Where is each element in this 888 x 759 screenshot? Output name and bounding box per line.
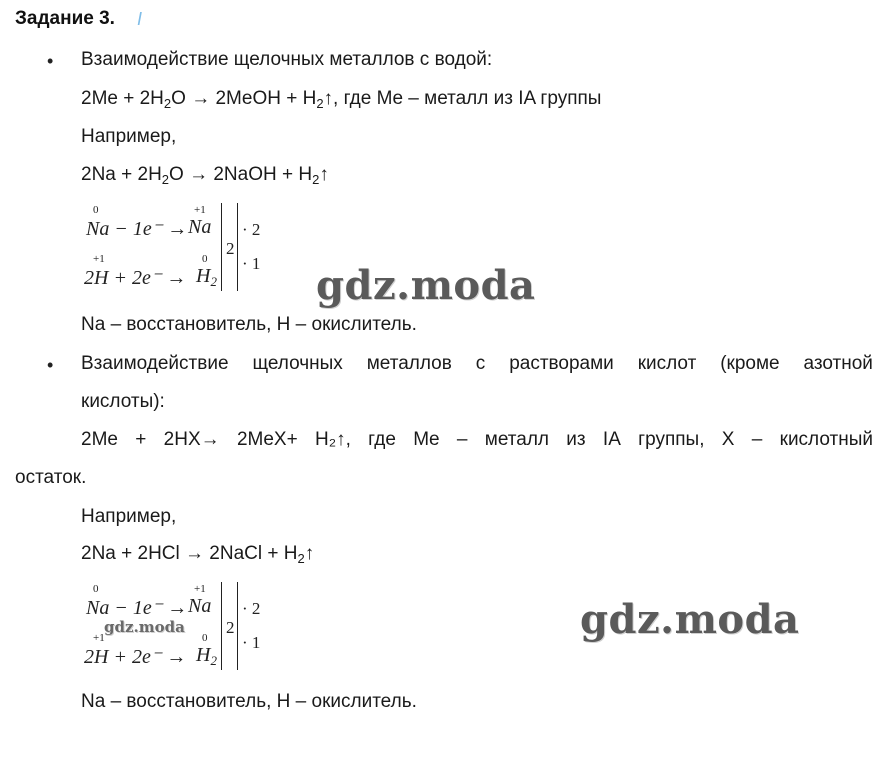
electron-balance-scheme-1: 0 Na − 1e⁻ → +1 Na +1 2H + 2e⁻ → 0 $H_2$ 2 · 2 · 1 xyxy=(84,204,261,289)
section1-conclusion: Na – восстановитель, H – окислитель. xyxy=(81,314,417,335)
watermark-2: gdz.moda xyxy=(580,596,800,643)
section1-example-equation: $2Na + 2H_2O$ → 2NaOH + $H_2↑$ xyxy=(81,164,329,187)
section2-conclusion: Na – восстановитель, H – окислитель. xyxy=(81,691,417,712)
watermark-small: gdz.moda xyxy=(104,618,185,636)
bullet-2: • xyxy=(47,355,54,375)
watermark: gdz.moda xyxy=(316,262,536,309)
section2-example-equation: 2Na + 2HCl → 2NaCl + $H_2↑$ xyxy=(81,543,315,566)
section1-general-equation: $2Me + 2H_2O$ → 2MeOH + $H_2↑$, где Me – металл из IA группы xyxy=(81,88,602,111)
task-title: Задание 3. xyxy=(15,8,115,29)
section2-heading: Взаимодействие щелочных металлов с растворами кислот (кроме азотной xyxy=(81,353,873,374)
section2-equation-continuation: остаток. xyxy=(15,467,87,488)
bullet-1: • xyxy=(47,51,54,71)
section2-example-label: Например, xyxy=(81,506,177,527)
electron-balance-scheme-2: 0 Na − 1e⁻ → +1 Na +1 2H + 2e⁻ → 0 $H_2$ 2 · 2 · 1 xyxy=(84,583,261,668)
section1-example-label: Например, xyxy=(81,126,177,147)
section2-general-equation: 2Me + 2HX→ 2MeX+ H₂↑, где Me – металл из IA группы, X – кислотный xyxy=(81,429,873,450)
section1-heading: Взаимодействие щелочных металлов с водой: xyxy=(81,49,493,70)
title-mark: I xyxy=(137,9,143,29)
section2-heading-continuation: кислоты): xyxy=(81,391,165,412)
